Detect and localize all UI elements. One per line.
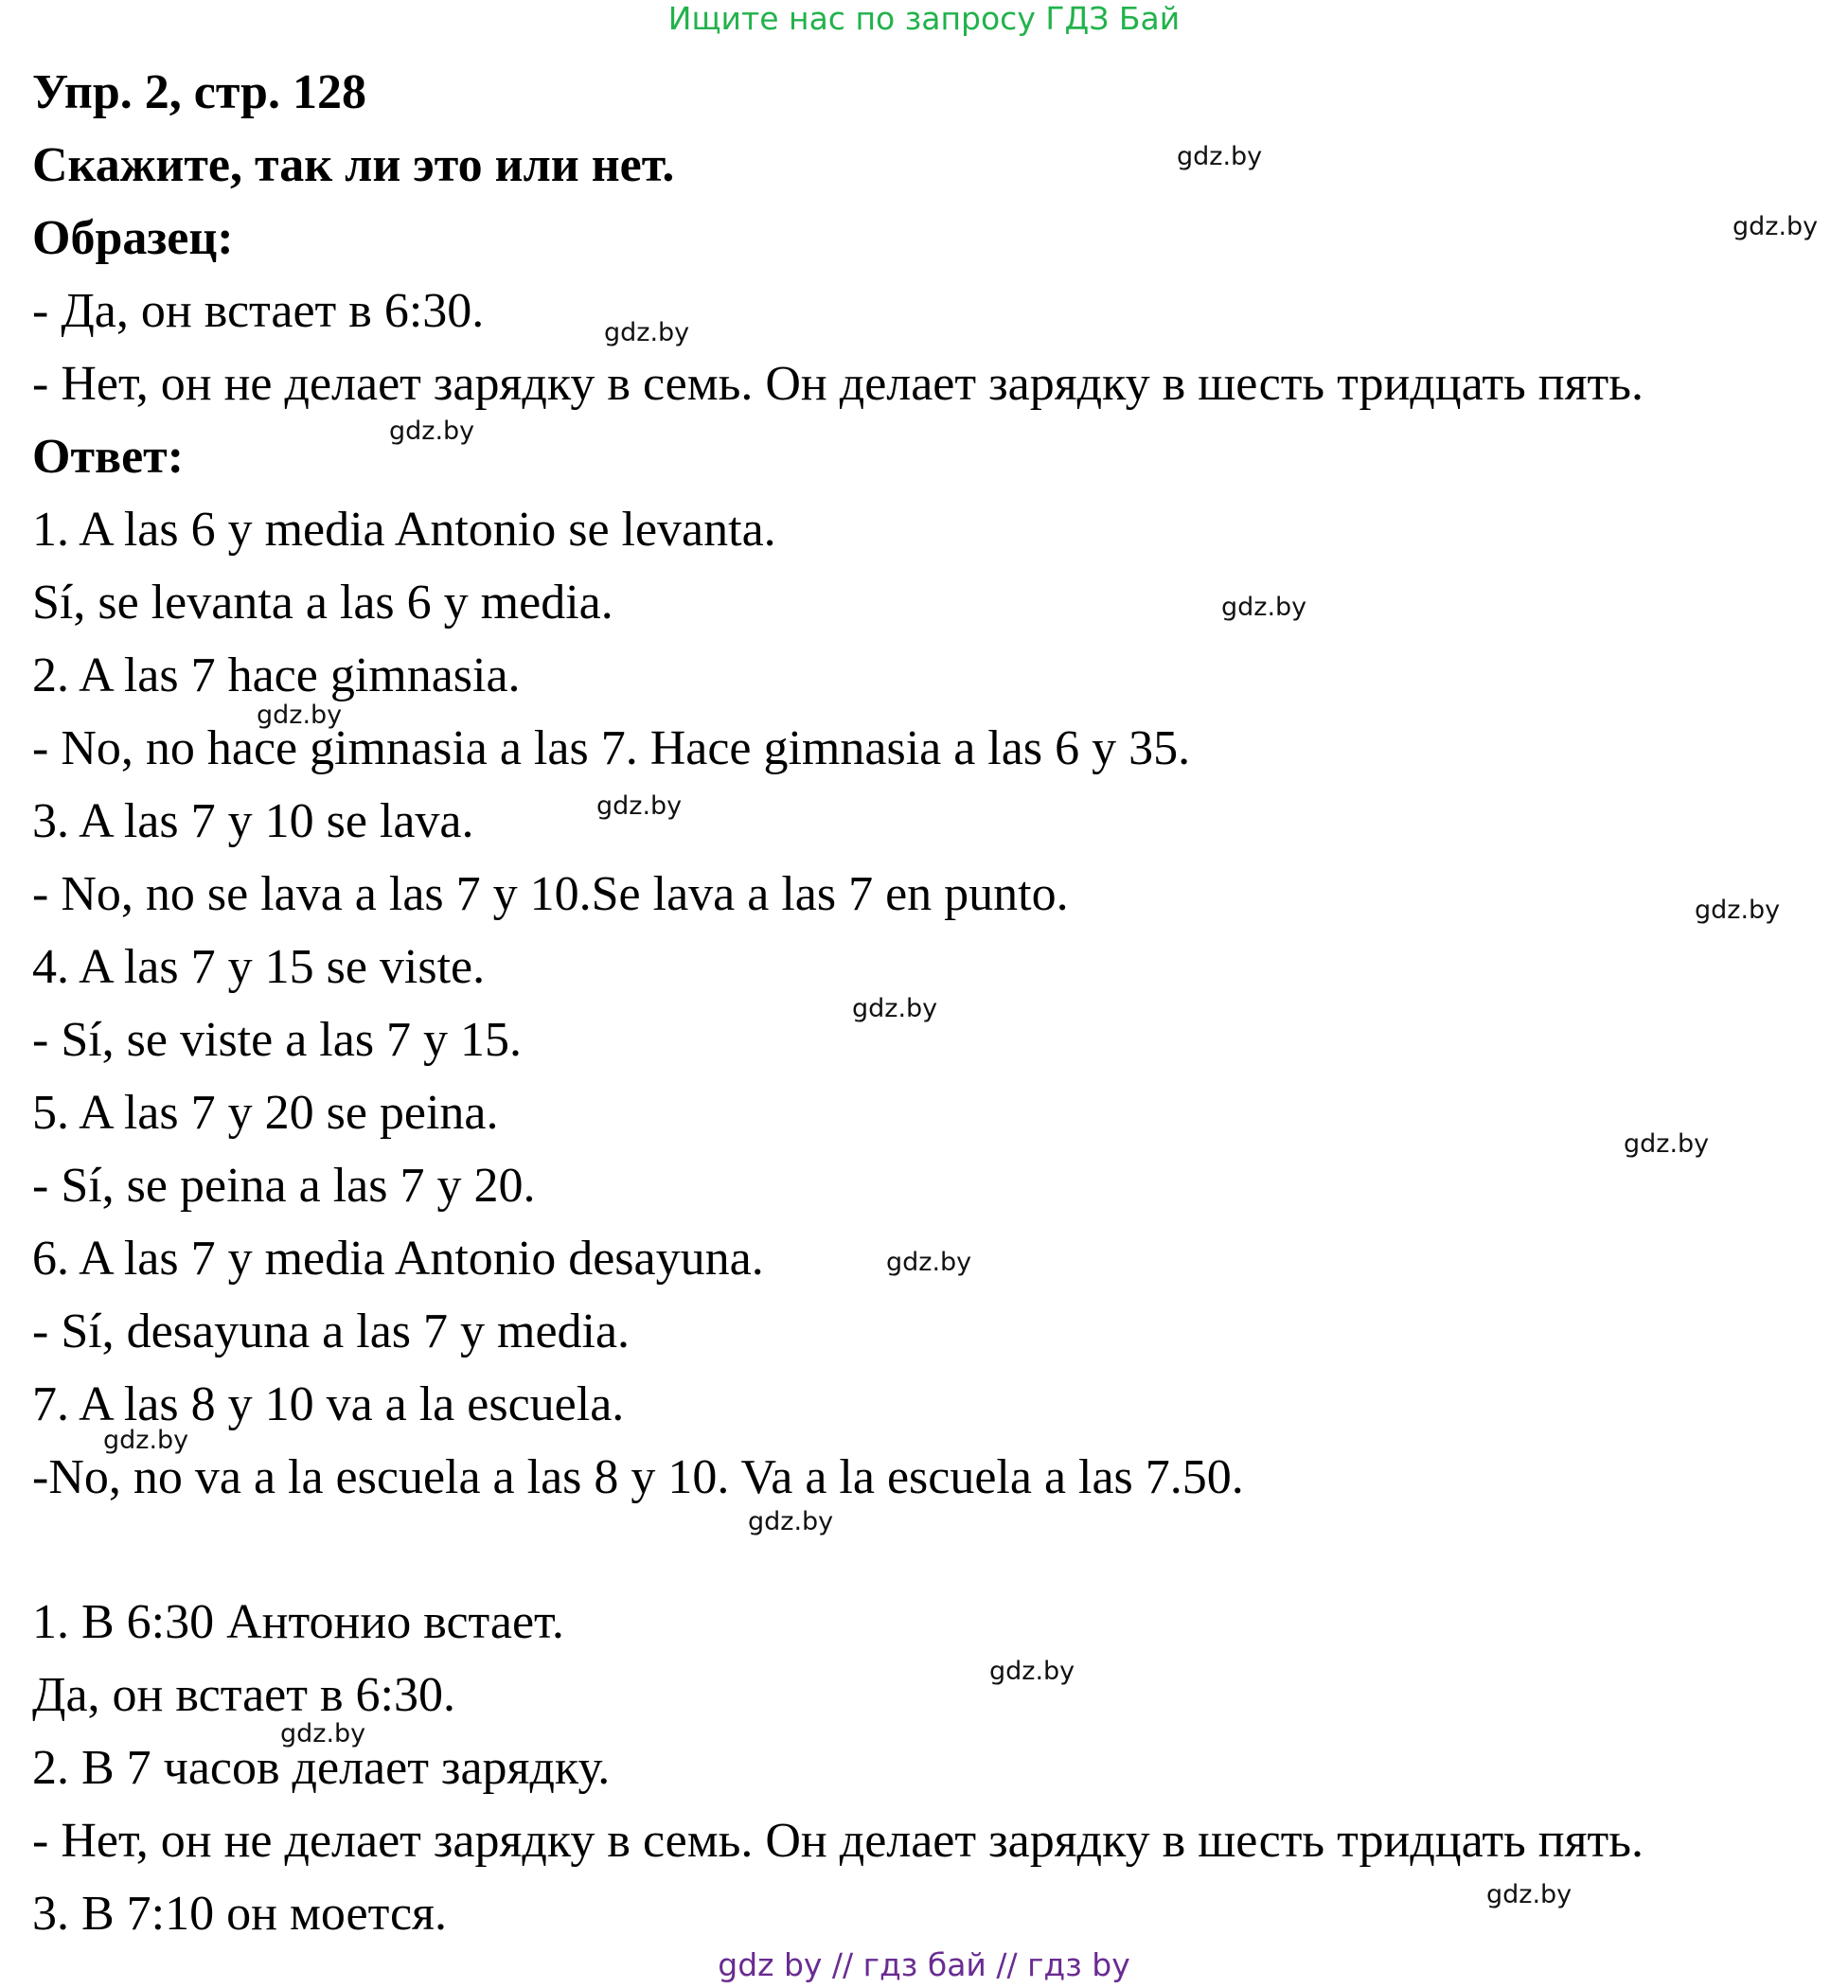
answer-line: - No, no se lava a las 7 y 10.Se lava a las 7 en punto. [32,867,1069,921]
watermark: gdz.by [886,1248,972,1277]
watermark: gdz.by [852,994,938,1023]
answer-line: 7. A las 8 y 10 va a la escuela. [32,1377,625,1431]
answer-line: 3. A las 7 y 10 se lava. [32,794,474,848]
translation-line: - Нет, он не делает зарядку в семь. Он делает зарядку в шесть тридцать пять. [32,1814,1644,1868]
answer-line: - Sí, se viste a las 7 y 15. [32,1013,523,1067]
translation-line: Да, он встает в 6:30. [32,1668,455,1722]
translation-line: 2. В 7 часов делает зарядку. [32,1741,611,1795]
watermark: gdz.by [748,1507,834,1536]
watermark: gdz.by [604,318,690,347]
answer-line: - Sí, desayuna a las 7 y media. [32,1305,631,1358]
watermark: gdz.by [596,791,683,821]
watermark: gdz.by [389,417,475,446]
answer-line: - No, no hace gimnasia a las 7. Hace gimnasia a las 6 y 35. [32,721,1191,775]
answer-line: -No, no va a la escuela a las 8 y 10. Va a la escuela a las 7.50. [32,1450,1244,1504]
sample-line: - Нет, он не делает зарядку в семь. Он делает зарядку в шесть тридцать пять. [32,357,1644,411]
translation-line: 1. В 6:30 Антонио встает. [32,1595,564,1649]
sample-line: - Да, он встает в 6:30. [32,284,485,338]
watermark: gdz.by [989,1657,1075,1686]
answer-line: - Sí, se peina a las 7 y 20. [32,1159,536,1213]
answer-line: Sí, se levanta a las 6 y media. [32,576,613,630]
translation-line: 3. В 7:10 он моется. [32,1887,447,1941]
answer-line: 5. A las 7 y 20 se peina. [32,1086,499,1140]
answer-label: Ответ: [32,430,185,484]
answer-line: 1. A las 6 y media Antonio se levanta. [32,503,776,557]
watermark: gdz.by [280,1719,366,1748]
watermark: gdz.by [1177,142,1263,171]
top-banner: Ищите нас по запросу ГДЗ Бай [667,0,1181,37]
watermark: gdz.by [103,1426,189,1455]
watermark: gdz.by [1695,896,1781,925]
answer-line: 6. A las 7 y media Antonio desayuna. [32,1232,764,1286]
watermark: gdz.by [1221,593,1307,622]
answer-line: 4. A las 7 y 15 se viste. [32,940,486,994]
sample-label: Образец: [32,211,234,265]
watermark: gdz.by [257,701,343,730]
footer-links: gdz by // гдз бай // гдз by [718,1946,1130,1983]
exercise-title: Упр. 2, стр. 128 [32,65,366,119]
watermark: gdz.by [1732,212,1819,241]
task-title: Скажите, так ли это или нет. [32,138,675,192]
answer-line: 2. A las 7 hace gimnasia. [32,648,521,702]
watermark: gdz.by [1486,1880,1573,1909]
watermark: gdz.by [1624,1129,1710,1159]
